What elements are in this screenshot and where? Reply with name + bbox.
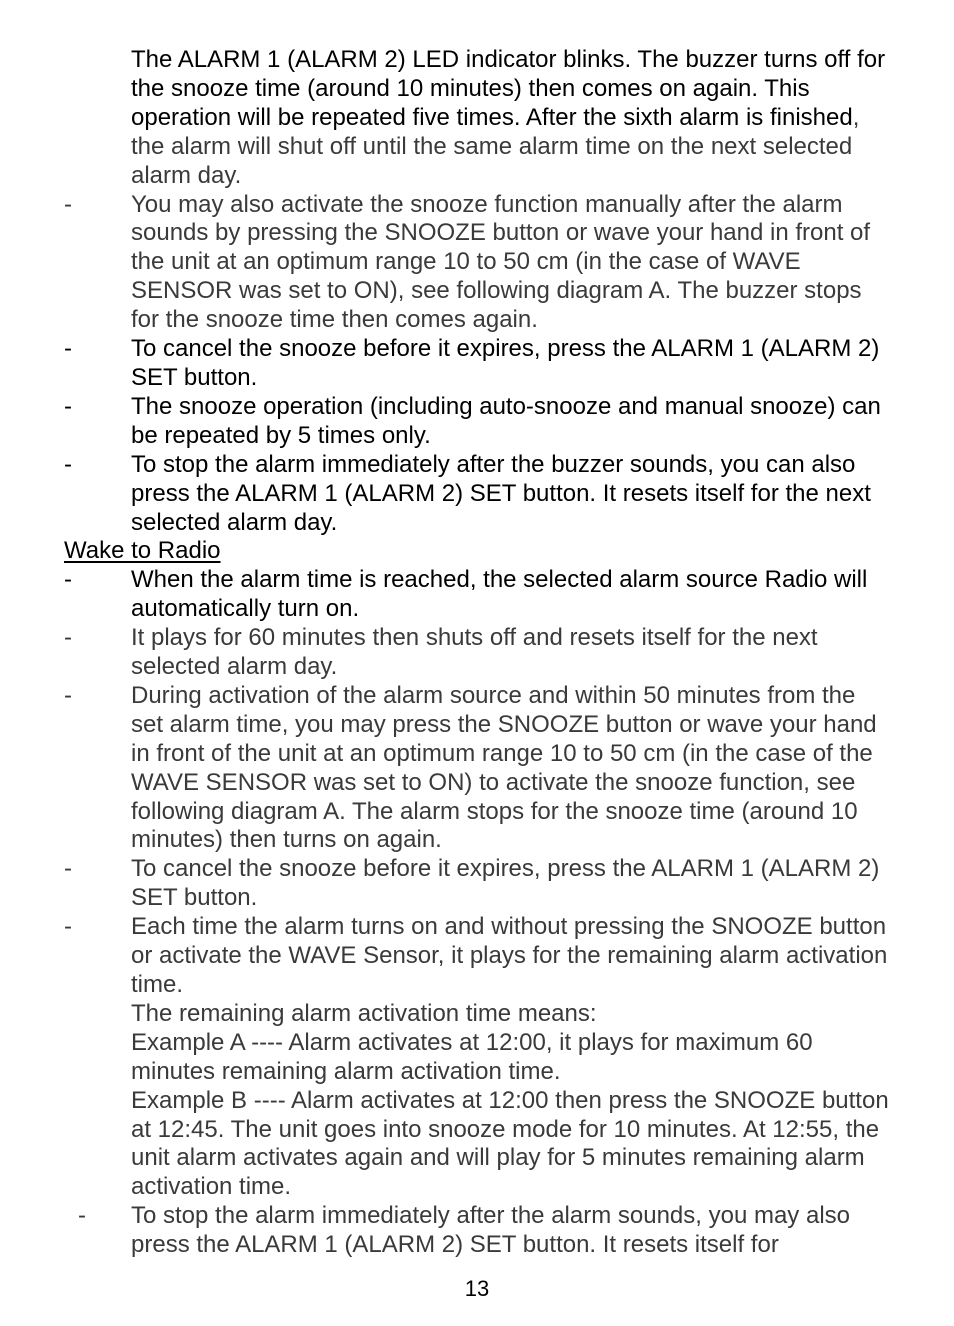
list-item-text: During activation of the alarm source and within 50 minutes from the set alarm time, you may press the SNOOZE button or wave your hand in front of the unit at an optimum range 10 to 50 cm (in the case of the WAVE SENSOR was set to ON) to activate the snooze function, see following diagram A. The alarm stops for the snooze time (around 10 minutes) then turns on again. [131, 681, 877, 854]
bullet-dash: - [64, 681, 72, 709]
section-heading-text: Wake to Radio [64, 537, 221, 565]
list-item-text: To cancel the snooze before it expires, press the ALARM 1 (ALARM 2) SET button. [131, 335, 880, 391]
intro-text-a: The ALARM 1 (ALARM 2) LED indicator blinks. The buzzer turns off for the snooze time (around 10 minutes) then comes on again. This operation will be repeated five times. After the sixth alarm is finished [131, 46, 886, 131]
list-item-text: Each time the alarm turns on and without pressing the SNOOZE button or activate the WAVE Sensor, it plays for the remaining alarm activation time. [131, 913, 888, 998]
list-item [64, 191, 894, 336]
intro-paragraph [64, 46, 894, 191]
bullet-dash: - [64, 566, 72, 594]
list-item-text: You may also activate the snooze function manually after the alarm sounds by pressing the SNOOZE button or wave your hand in front of the unit at an optimum range 10 to 50 cm (in the case of WAVE SENSOR was set to ON), see following diagram A. The buzzer stops for the snooze time then comes again. [131, 190, 871, 334]
list-item [64, 451, 894, 538]
list-item-text: When the alarm time is reached, the selected alarm source Radio will automatically turn on. [131, 566, 868, 623]
bullet-dash: - [64, 450, 72, 478]
list-item-text: To stop the alarm immediately after the buzzer sounds, you can also press the ALARM 1 (ALARM 2) SET button. It resets itself for the next selected alarm day. [131, 450, 871, 536]
list-item [64, 682, 894, 855]
bullet-dash: - [64, 392, 72, 420]
list-item [64, 624, 894, 682]
page-number: 13 [464, 1276, 490, 1301]
list-item-text: It plays for 60 minutes then shuts off and resets itself for the next selected alarm day. [131, 624, 818, 681]
example-a: Example A ---- Alarm activates at 12:00, it plays for maximum 60 minutes remaining alarm activation time. [131, 1028, 813, 1085]
bullet-dash: - [64, 913, 72, 941]
remaining-time-note: The remaining alarm activation time means: [131, 999, 597, 1027]
bullet-dash: - [64, 855, 72, 883]
intro-text-b: , the alarm will shut off until the same alarm time on the next selected alarm day. [131, 103, 860, 189]
bullet-dash: - [64, 190, 72, 218]
bullet-dash: - [78, 1202, 86, 1230]
list-item-text: To cancel the snooze before it expires, press the ALARM 1 (ALARM 2) SET button. [131, 855, 880, 912]
list-item-text: To stop the alarm immediately after the alarm sounds, you may also press the ALARM 1 (ALARM 2) SET button. It resets itself for [131, 1202, 850, 1259]
bullet-dash: - [64, 624, 72, 652]
manual-text-block [64, 46, 894, 1260]
list-item [64, 855, 894, 913]
section-heading [64, 537, 894, 566]
list-item [64, 913, 894, 1000]
example-b: Example B ---- Alarm activates at 12:00 then press the SNOOZE button at 12:45. The unit goes into snooze mode for 10 minutes. At 12:55, the unit alarm activates again and will play for 5 minutes remaining alarm activation time. [131, 1086, 889, 1201]
list-item [64, 566, 894, 624]
list-item [64, 393, 894, 451]
bullet-dash: - [64, 335, 72, 363]
list-item-text: The snooze operation (including auto-snooze and manual snooze) can be repeated by 5 times only. [131, 392, 881, 449]
list-item [64, 1202, 894, 1260]
list-item [64, 335, 894, 393]
